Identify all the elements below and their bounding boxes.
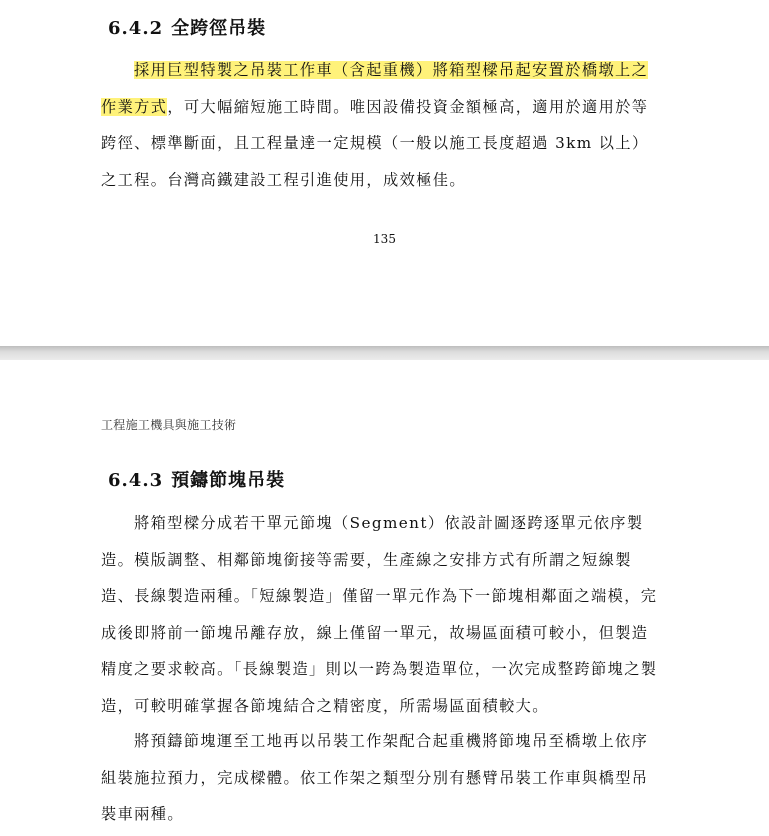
running-header: 工程施工機具與施工技術 bbox=[101, 418, 237, 432]
section-number: 6.4.2 bbox=[108, 18, 164, 39]
paragraph-full-span-lifting bbox=[101, 52, 661, 198]
section-number: 6.4.3 bbox=[108, 470, 164, 491]
section-heading-6-4-3 bbox=[108, 466, 285, 492]
paragraph-segment-erection: 將預鑄節塊運至工地再以吊裝工作架配合起重機將節塊吊至橋墩上依序組裝施拉預力，完成樑體。依工作架之類型分別有懸臂吊裝工作車與橋型吊裝車兩種。 bbox=[101, 732, 649, 823]
highlighted-text: 採用巨型特製之吊裝工作車（含起重機）將箱型樑吊起安置於橋墩上之作業方式 bbox=[101, 61, 649, 116]
page-number: 135 bbox=[373, 232, 396, 246]
section-title: 預鑄節塊吊裝 bbox=[171, 470, 286, 491]
paragraph-text: ，可大幅縮短施工時間。唯因設備投資金額極高，適用於適用於等跨徑、標準斷面，且工程量達一定規模（一般以施工長度超過 3km 以上）之工程。台灣高鐵建設工程引進使用，成效極佳。 bbox=[101, 97, 649, 189]
section-title: 全跨徑吊裝 bbox=[171, 18, 267, 39]
document-page-135 bbox=[0, 0, 769, 346]
paragraph-segment-manufacturing: 將箱型樑分成若干單元節塊（Segment）依設計圖逐跨逐單元依序製造。模版調整、相鄰節塊銜接等需要，生產線之安排方式有所謂之短線製造、長線製造兩種。「短線製造」僅留一單元作為下一節塊相鄰面之端模，完成後即將前一節塊吊離存放，線上僅留一單元，故場區面積可較小，但製造精度之要求較高。「長線製造」則以一跨為製造單位，一次完成整跨節塊之製造，可較明確掌握各節塊結合之精密度，所需場區面積較大。 bbox=[101, 514, 658, 715]
page-separator bbox=[0, 346, 769, 360]
section-heading-6-4-2 bbox=[108, 14, 266, 40]
document-page-136 bbox=[0, 360, 769, 836]
